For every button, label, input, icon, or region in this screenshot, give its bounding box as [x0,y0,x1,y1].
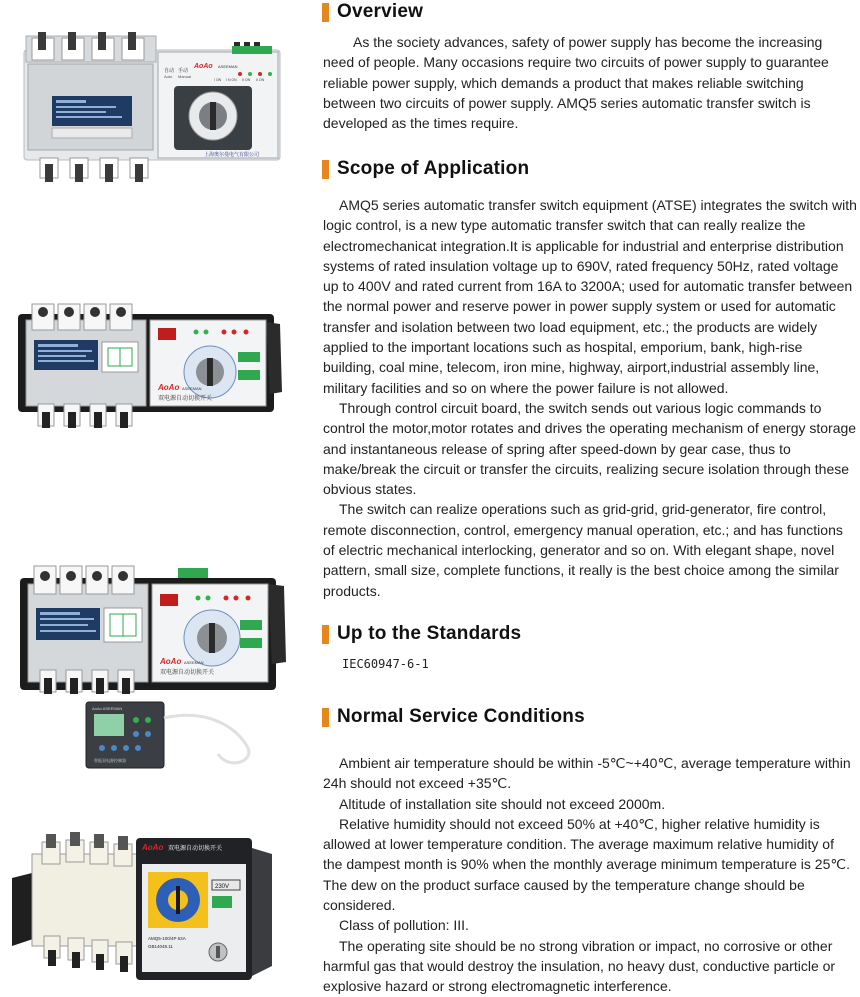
led-label-3: II ON [242,78,251,82]
brand-subtitle: ASEEMAN [184,660,204,665]
mode-auto-label: 自动 [164,68,175,74]
voltage-label: 230V [215,884,230,890]
overview-title: Overview [337,1,424,22]
spec-label: AMQ5-100/4P 63A [148,936,186,941]
scope-title: Scope of Application [337,158,530,179]
led-label-4: II ON [256,78,265,82]
mode-auto-en-label: Auto [164,74,173,79]
product-label: 双电源自动切换开关 [158,396,213,402]
mode-manual-en-label: Manual [178,74,192,79]
conditions-heading [322,706,585,728]
conditions-paragraph-3 [323,814,857,915]
overview-text: As the society advances, safety of power supply has become the increasing need of people. Many occasions require two circuits of power supply to guarantee reliable power supply, which demands a product that makes reliable switching between two circuits of power supply. AMQ5 series automatic transfer switch is developed as the times require. [323,34,829,132]
product-image-3 [18,558,290,776]
brand-subtitle: ASEEMAN [218,64,238,69]
conditions-paragraph-1 [323,753,857,794]
heading-bullet-icon [322,3,329,22]
conditions-paragraph-5 [323,936,857,997]
controller-label: 智能双电源控制器 [94,758,126,763]
scope-paragraph-1 [323,195,857,398]
led-label-1: I ON [214,78,222,82]
conditions-text-3: Relative humidity should not exceed 50% at +40℃, higher relative humidity is allowed at lower temperature condition. The average maximum relative humidity of the dampest month is 90% when the monthly average minimum temperature is 25℃. The dew on the product surface caused by the temperature change should be considered. [323,815,850,914]
product-image-2 [18,292,286,434]
conditions-paragraph-2 [323,794,857,814]
conditions-text-4: Class of pollution: III. [339,917,469,934]
heading-bullet-icon [322,625,329,644]
conditions-title: Normal Service Conditions [337,706,585,727]
standards-title: Up to the Standards [337,623,522,644]
heading-bullet-icon [322,160,329,179]
scope-text-1: AMQ5 series automatic transfer switch equipment (ATSE) integrates the switch with logic control, is a new type automatic transfer switch that can really realize the electromechanicat integration.It is applicable for industrial and enterprise distribution systems of rated insulation voltage up to 690V, rated frequency 50Hz, rated voltage up to 400V and rated current from 16A to 3200A; used for automatic transfer between the normal power and reserve power in power supply system or used for automatic transfer and isolation between two load equipment, etc.; the products are widely applied to the important locations such as hospital, emporium, bank, high-rise building, coal mine, telecom, iron mine, highway, airport,industrial assembly line, military facilities and so on where the power failure is not allowed. [323,197,857,396]
scope-body [323,195,857,601]
product-label: 双电源自动切换开关 [160,670,215,676]
standard-value: IEC60947-6-1 [342,657,429,671]
conditions-body [323,753,857,997]
conditions-paragraph-4 [323,915,857,935]
brand-logo: AoAo [158,383,180,392]
conditions-text-2: Altitude of installation site should not exceed 2000m. [339,795,666,812]
scope-heading [322,158,529,180]
brand-logo: AoAo [160,657,182,666]
scope-text-2: Through control circuit board, the switch sends out various logic commands to control the motor,motor rotates and drives the operating mechanism of energy storage and instantaneous release of spring after speed-down by gear case, thus to make/break the circuit or transfer the circuits, realizing secure isolation through these obvious states. [323,399,857,498]
std-label: GB14048.11 [148,944,173,949]
brand-subtitle: ASEEMAN [182,386,202,391]
scope-text-3: The switch can realize operations such as grid-grid, grid-generator, fire control, remote disconnection, control, emergency manual operation, etc.; and has functions of electric mechanical interlocking, generator and so on. With elegant shape, novel pattern, small size, complete functions, it really is the best choice among the similar products. [323,501,843,599]
standards-heading [322,623,521,645]
controller-brand: AoAo ASEEMAN [92,706,123,711]
conditions-text-5: The operating site should be no strong vibration or impact, no corrosive or other harmful gas that would destroy the insulation, no heavy dust, conductive particle or explosive hazard or strong electromagnetic interference. [323,937,836,995]
brand-logo: AoAo [194,63,213,70]
conditions-text-1: Ambient air temperature should be within -5℃~+40℃, average temperature within 24h should not exceed +35℃. [323,755,851,792]
led-label-2: I N ON [226,78,237,82]
heading-bullet-icon [322,708,329,727]
maker-label: 上海奥尔曼电气有限公司 [204,152,260,158]
overview-paragraph [323,32,857,133]
product-image-1 [18,30,286,182]
brand-logo: AoAo [142,843,164,852]
scope-paragraph-2 [323,398,857,499]
mode-manual-label: 手动 [178,68,189,74]
product-image-4 [8,828,288,988]
overview-heading [322,1,423,23]
scope-paragraph-3 [323,499,857,600]
product-label: 双电源自动切换开关 [168,846,223,852]
